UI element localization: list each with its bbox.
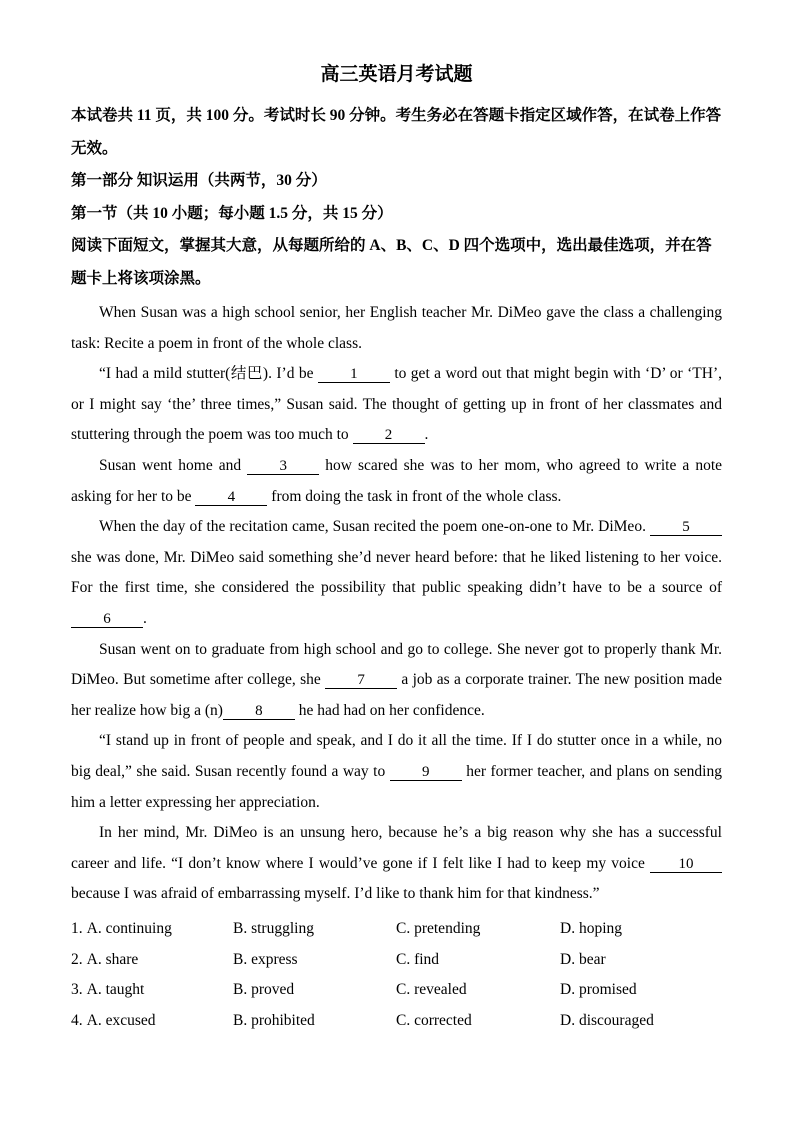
choice-d: D. hoping xyxy=(560,919,622,937)
question-number: 4. xyxy=(71,1012,83,1030)
blank-3: 3 xyxy=(247,458,319,475)
passage-paragraph: Susan went on to graduate from high school and go to college. She never got to properly thank Mr. DiMeo. But sometime after college, she 7 a job as a corporate trainer. The new position made her realize how big a (n) 8 he had had on her confidence. xyxy=(71,640,722,719)
choice-b: B. struggling xyxy=(233,919,314,937)
page-title: 高三英语月考试题 xyxy=(320,64,473,85)
choice-a: 1. A. continuing xyxy=(71,919,172,937)
question-row xyxy=(71,914,722,945)
question-number: 1. xyxy=(71,919,83,937)
choice-a: 2. A. share xyxy=(71,950,139,968)
passage-paragraph: Susan went home and 3 how scared she was to her mom, who agreed to write a note asking for her to be 4 from doing the task in front of the whole class. xyxy=(71,456,723,505)
choice-a: 4. A. excused xyxy=(71,1012,156,1030)
blank-8: 8 xyxy=(223,703,295,720)
choice-c: C. corrected xyxy=(396,1012,472,1030)
choice-c: C. pretending xyxy=(396,919,481,937)
passage-paragraph: In her mind, Mr. DiMeo is an unsung hero, because he’s a big reason why she has a successful career and life. “I don’t know where I would’ve gone if I felt like I had to keep my voice 10 because I was afraid of embarrassing myself. I’d like to thank him for that kindness.” xyxy=(71,824,722,903)
question-row xyxy=(71,945,722,976)
choice-d: D. bear xyxy=(560,950,606,968)
blank-6: 6 xyxy=(71,611,143,628)
blank-1: 1 xyxy=(318,366,390,383)
choice-b: B. prohibited xyxy=(233,1012,315,1030)
choice-c: C. revealed xyxy=(396,981,467,999)
choice-b: B. express xyxy=(233,950,298,968)
question-number: 3. xyxy=(71,981,83,999)
passage-paragraph: “I had a mild stutter(结巴). I’d be 1 to get a word out that might begin with ‘D’ or ‘TH’, or I might say ‘the’ three times,” Susan said. The thought of getting up in front of her classmates and stuttering through the poem was too much to 2 . xyxy=(71,365,723,444)
passage-paragraph: When Susan was a high school senior, her English teacher Mr. DiMeo gave the class a challenging task: Recite a poem in front of the whole class. xyxy=(71,304,722,352)
question-row xyxy=(71,1006,722,1037)
question-row xyxy=(71,975,722,1006)
blank-5: 5 xyxy=(650,519,722,536)
choice-d: D. promised xyxy=(560,981,637,999)
choice-c: C. find xyxy=(396,950,440,968)
exam-note: 本试卷共 11 页，共 100 分。考试时长 90 分钟。考生务必在答题卡指定区域作答，在试卷上作答无效。 xyxy=(71,107,722,157)
passage-paragraph: When the day of the recitation came, Susan recited the poem one-on-one to Mr. DiMeo. 5 she was done, Mr. DiMeo said something she’d never heard before: that he liked listening to her voice. For the first time, she considered the possibility that public speaking didn’t have to be a source of 6 . xyxy=(71,518,722,627)
choice-d: D. discouraged xyxy=(560,1012,654,1030)
question-options xyxy=(71,914,722,1037)
section-heading: 第一节（共 10 小题；每小题 1.5 分，共 15 分） xyxy=(71,204,393,222)
blank-2: 2 xyxy=(353,427,425,444)
passage-paragraph: “I stand up in front of people and speak, and I do it all the time. If I do stutter once in a while, no big deal,” she said. Susan recently found a way to 9 her former teacher, and plans on sending him a letter expressing her appreciation. xyxy=(71,732,722,811)
blank-9: 9 xyxy=(390,764,462,781)
cloze-directions: 阅读下面短文，掌握其大意，从每题所给的 A、B、C、D 四个选项中，选出最佳选项，并在答题卡上将该项涂黑。 xyxy=(71,237,712,287)
part-heading: 第一部分 知识运用（共两节，30 分） xyxy=(71,172,327,189)
choice-a: 3. A. taught xyxy=(71,981,145,999)
blank-7: 7 xyxy=(325,672,397,689)
passage xyxy=(71,298,722,910)
blank-4: 4 xyxy=(195,489,267,506)
choice-b: B. proved xyxy=(233,981,295,999)
blank-10: 10 xyxy=(650,856,722,873)
question-number: 2. xyxy=(71,950,83,968)
